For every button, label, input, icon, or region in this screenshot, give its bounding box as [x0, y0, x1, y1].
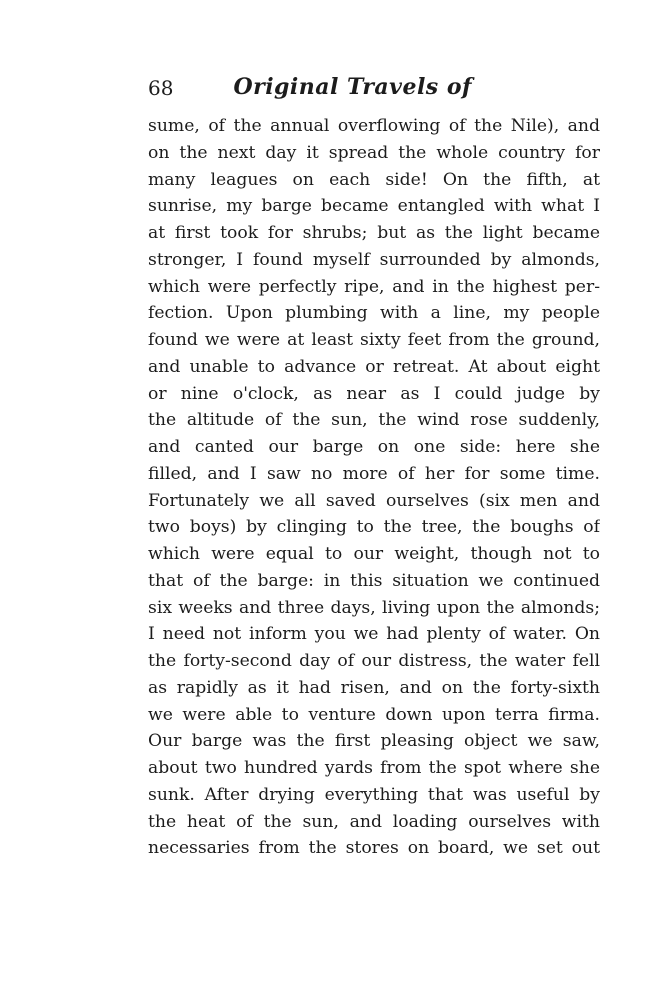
text-line: sunrise, my barge became entangled with what I — [148, 196, 600, 217]
text-line: I need not inform you we had plenty of water. On — [148, 624, 600, 645]
running-title: Original Travels of — [233, 74, 472, 100]
text-line: the heat of the sun, and loading ourselves with — [148, 811, 600, 832]
text-line: six weeks and three days, living upon the almonds; — [148, 597, 600, 618]
text-line: sunk. After drying everything that was useful by — [148, 784, 600, 805]
text-line: which were perfectly ripe, and in the highest per- — [148, 276, 600, 297]
text-line: that of the barge: in this situation we continued — [148, 570, 600, 591]
text-line: found we were at least sixty feet from the ground, — [148, 330, 600, 350]
text-line: two boys) by clinging to the tree, the boughs of — [148, 517, 600, 538]
text-line: as rapidly as it had risen, and on the forty-sixth — [148, 677, 600, 698]
running-head — [148, 72, 600, 106]
text-line: on the next day it spread the whole country for — [148, 142, 600, 163]
text-line: we were able to venture down upon terra firma. — [148, 704, 600, 725]
text-line: about two hundred yards from the spot where she — [148, 758, 600, 778]
text-line: Fortunately we all saved ourselves (six men and — [148, 490, 600, 511]
text-line: and unable to advance or retreat. At about eight — [148, 356, 600, 377]
text-line: stronger, I found myself surrounded by almonds, — [148, 249, 600, 270]
text-line: sume, of the annual overflowing of the Nile), and — [148, 116, 600, 136]
text-line: fection. Upon plumbing with a line, my people — [148, 303, 600, 324]
text-line: necessaries from the stores on board, we set out — [148, 838, 600, 859]
text-line: the altitude of the sun, the wind rose suddenly, — [148, 410, 600, 431]
body-text — [148, 113, 600, 862]
text-line: or nine o'clock, as near as I could judge by — [148, 383, 600, 404]
text-line: Our barge was the first pleasing object we saw, — [148, 731, 600, 752]
text-line: and canted our barge on one side: here she — [148, 437, 600, 457]
text-line: at first took for shrubs; but as the light became — [148, 223, 600, 243]
text-line: many leagues on each side! On the fifth, at — [148, 169, 600, 190]
text-line: filled, and I saw no more of her for some time. — [148, 463, 600, 484]
page-number: 68 — [148, 76, 174, 100]
text-line: which were equal to our weight, though not to — [148, 544, 600, 564]
text-line: the forty-second day of our distress, the water fell — [148, 651, 600, 671]
